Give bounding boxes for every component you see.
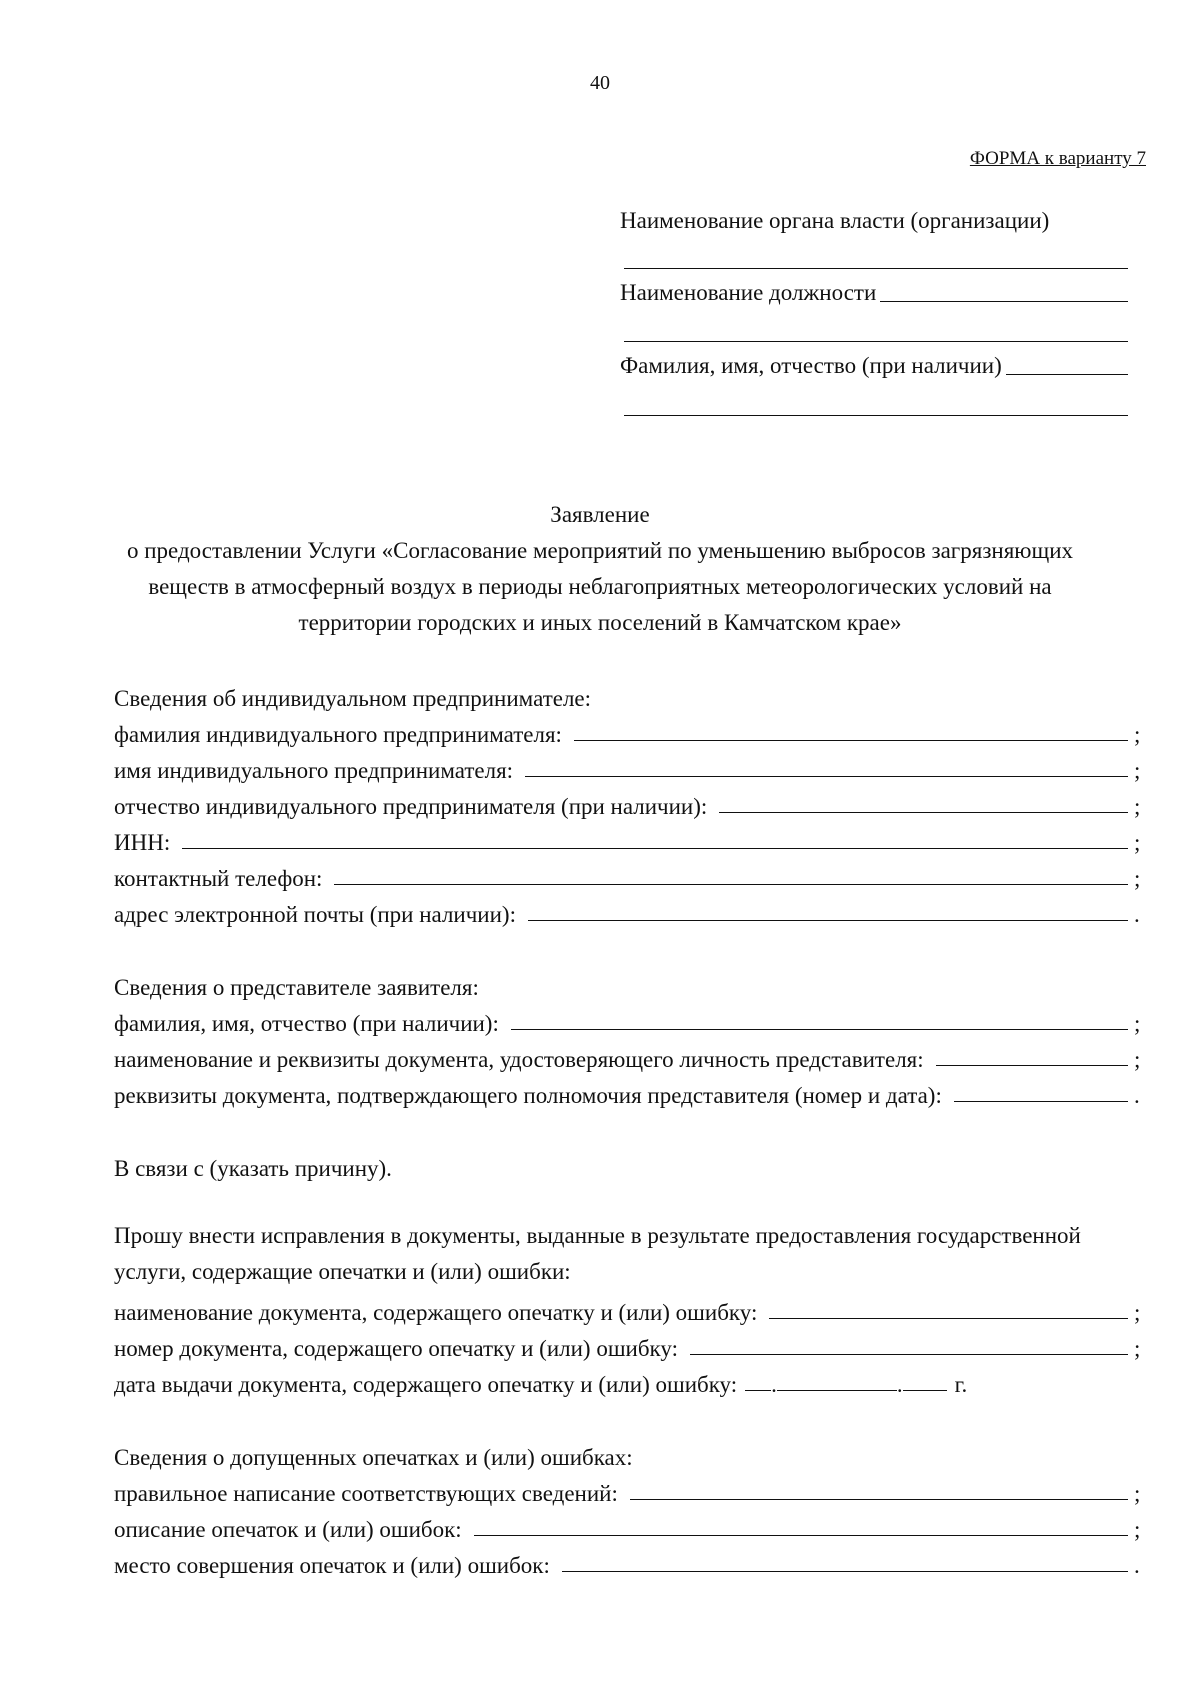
field-label: фамилия индивидуального предпринимателя: [114, 722, 562, 747]
field-end-punct: ; [1134, 830, 1141, 855]
addressee-position-label: Наименование должности [620, 280, 877, 305]
field-label: дата выдачи документа, содержащего опечатку и (или) ошибку: [114, 1372, 738, 1397]
errors-section [114, 1435, 1142, 1579]
field-label: место совершения опечаток и (или) ошибок: [114, 1553, 550, 1578]
field-end-punct: ; [1134, 866, 1141, 891]
field-label: номер документа, содержащего опечатку и (или) ошибку: [114, 1336, 678, 1361]
request-field-doc-name [114, 1290, 1142, 1326]
entrepreneur-field-inn [114, 820, 1142, 856]
field-input-line[interactable] [525, 776, 1128, 777]
form-label: ФОРМА к варианту 7 [969, 148, 1146, 169]
request-section [114, 1218, 1142, 1398]
date-day-line[interactable] [745, 1390, 771, 1391]
field-label: адрес электронной почты (при наличии): [114, 902, 516, 927]
statement-title [100, 497, 1100, 641]
field-end-punct: . [1134, 1553, 1140, 1578]
field-label: описание опечаток и (или) ошибок: [114, 1517, 462, 1542]
field-end-punct: ; [1134, 1011, 1141, 1036]
addressee-fio-line-2[interactable] [624, 415, 1128, 416]
entrepreneur-field-name [114, 748, 1142, 784]
field-label: наименование и реквизиты документа, удостоверяющего личность представителя: [114, 1047, 924, 1072]
addressee-position-row [620, 280, 1128, 306]
page-number: 40 [590, 72, 610, 94]
date-separator: . [896, 1372, 903, 1397]
addressee-fio-row [620, 353, 1128, 379]
field-input-line[interactable] [769, 1318, 1128, 1319]
reason-text: В связи с (указать причину). [114, 1156, 392, 1181]
field-input-line[interactable] [954, 1101, 1128, 1102]
errors-field-place [114, 1543, 1142, 1579]
entrepreneur-field-email [114, 892, 1142, 928]
representative-field-authority-document [114, 1073, 1142, 1109]
field-label: ИНН: [114, 830, 171, 855]
date-separator: . [771, 1372, 777, 1397]
errors-heading: Сведения о допущенных опечатках и (или) ошибках: [114, 1445, 633, 1470]
field-label: реквизиты документа, подтверждающего полномочия представителя (номер и дата): [114, 1083, 942, 1108]
field-end-punct: ; [1134, 1300, 1141, 1325]
field-label: отчество индивидуального предпринимателя (при наличии): [114, 794, 708, 819]
request-field-doc-number [114, 1326, 1142, 1362]
field-end-punct: ; [1134, 1047, 1141, 1072]
field-end-punct: ; [1134, 1336, 1141, 1361]
field-label: контактный телефон: [114, 866, 323, 891]
addressee-position-line-2[interactable] [624, 341, 1128, 342]
field-label: наименование документа, содержащего опечатку и (или) ошибку: [114, 1300, 758, 1325]
field-end-punct: ; [1134, 794, 1141, 819]
field-label: имя индивидуального предпринимателя: [114, 758, 514, 783]
field-input-line[interactable] [690, 1354, 1128, 1355]
field-end-punct: ; [1134, 758, 1141, 783]
entrepreneur-field-patronymic [114, 784, 1142, 820]
date-year-suffix: г. [954, 1372, 968, 1397]
statement-heading: Заявление [550, 502, 650, 527]
field-end-punct: . [1134, 1083, 1140, 1108]
entrepreneur-field-surname [114, 712, 1142, 748]
field-end-punct: ; [1134, 1481, 1141, 1506]
addressee-authority-line[interactable] [624, 268, 1128, 269]
field-input-line[interactable] [182, 848, 1128, 849]
errors-field-description [114, 1507, 1142, 1543]
representative-field-id-document [114, 1037, 1142, 1073]
entrepreneur-field-phone [114, 856, 1142, 892]
representative-section [114, 965, 1142, 1109]
entrepreneur-section [114, 676, 1142, 928]
field-input-line[interactable] [474, 1535, 1128, 1536]
addressee-authority-label: Наименование органа власти (организации) [620, 208, 1050, 233]
field-input-line[interactable] [719, 812, 1128, 813]
field-end-punct: . [1134, 902, 1140, 927]
field-end-punct: ; [1134, 1517, 1141, 1542]
representative-field-fio [114, 1001, 1142, 1037]
field-input-line[interactable] [511, 1029, 1128, 1030]
field-input-line[interactable] [630, 1499, 1128, 1500]
field-input-line[interactable] [936, 1065, 1128, 1066]
errors-field-correct [114, 1471, 1142, 1507]
addressee-fio-label: Фамилия, имя, отчество (при наличии) [620, 353, 1002, 378]
field-input-line[interactable] [334, 884, 1128, 885]
field-input-line[interactable] [528, 920, 1128, 921]
field-label: фамилия, имя, отчество (при наличии): [114, 1011, 499, 1036]
date-year-line[interactable] [903, 1390, 947, 1391]
representative-heading: Сведения о представителе заявителя: [114, 975, 479, 1000]
request-text: Прошу внести исправления в документы, выданные в результате предоставления государственной услуги, содержащие опечатки и (или) ошибки: [114, 1223, 1081, 1284]
addressee-position-line[interactable] [880, 300, 1128, 302]
entrepreneur-heading: Сведения об индивидуальном предпринимателе: [114, 686, 592, 711]
date-month-line[interactable] [777, 1390, 897, 1391]
field-input-line[interactable] [574, 740, 1128, 741]
statement-subject: о предоставлении Услуги «Согласование мероприятий по уменьшению выбросов загрязняющих веществ в атмосферный воздух в периоды неблагоприятных метеорологических условий на территории городских и иных поселений в Камчатском крае» [127, 538, 1073, 635]
field-end-punct: ; [1134, 722, 1141, 747]
field-input-line[interactable] [562, 1571, 1128, 1572]
reason-section [114, 1146, 1142, 1182]
addressee-fio-line[interactable] [1006, 373, 1128, 375]
field-label: правильное написание соответствующих сведений: [114, 1481, 618, 1506]
request-field-issue-date [114, 1362, 1142, 1398]
